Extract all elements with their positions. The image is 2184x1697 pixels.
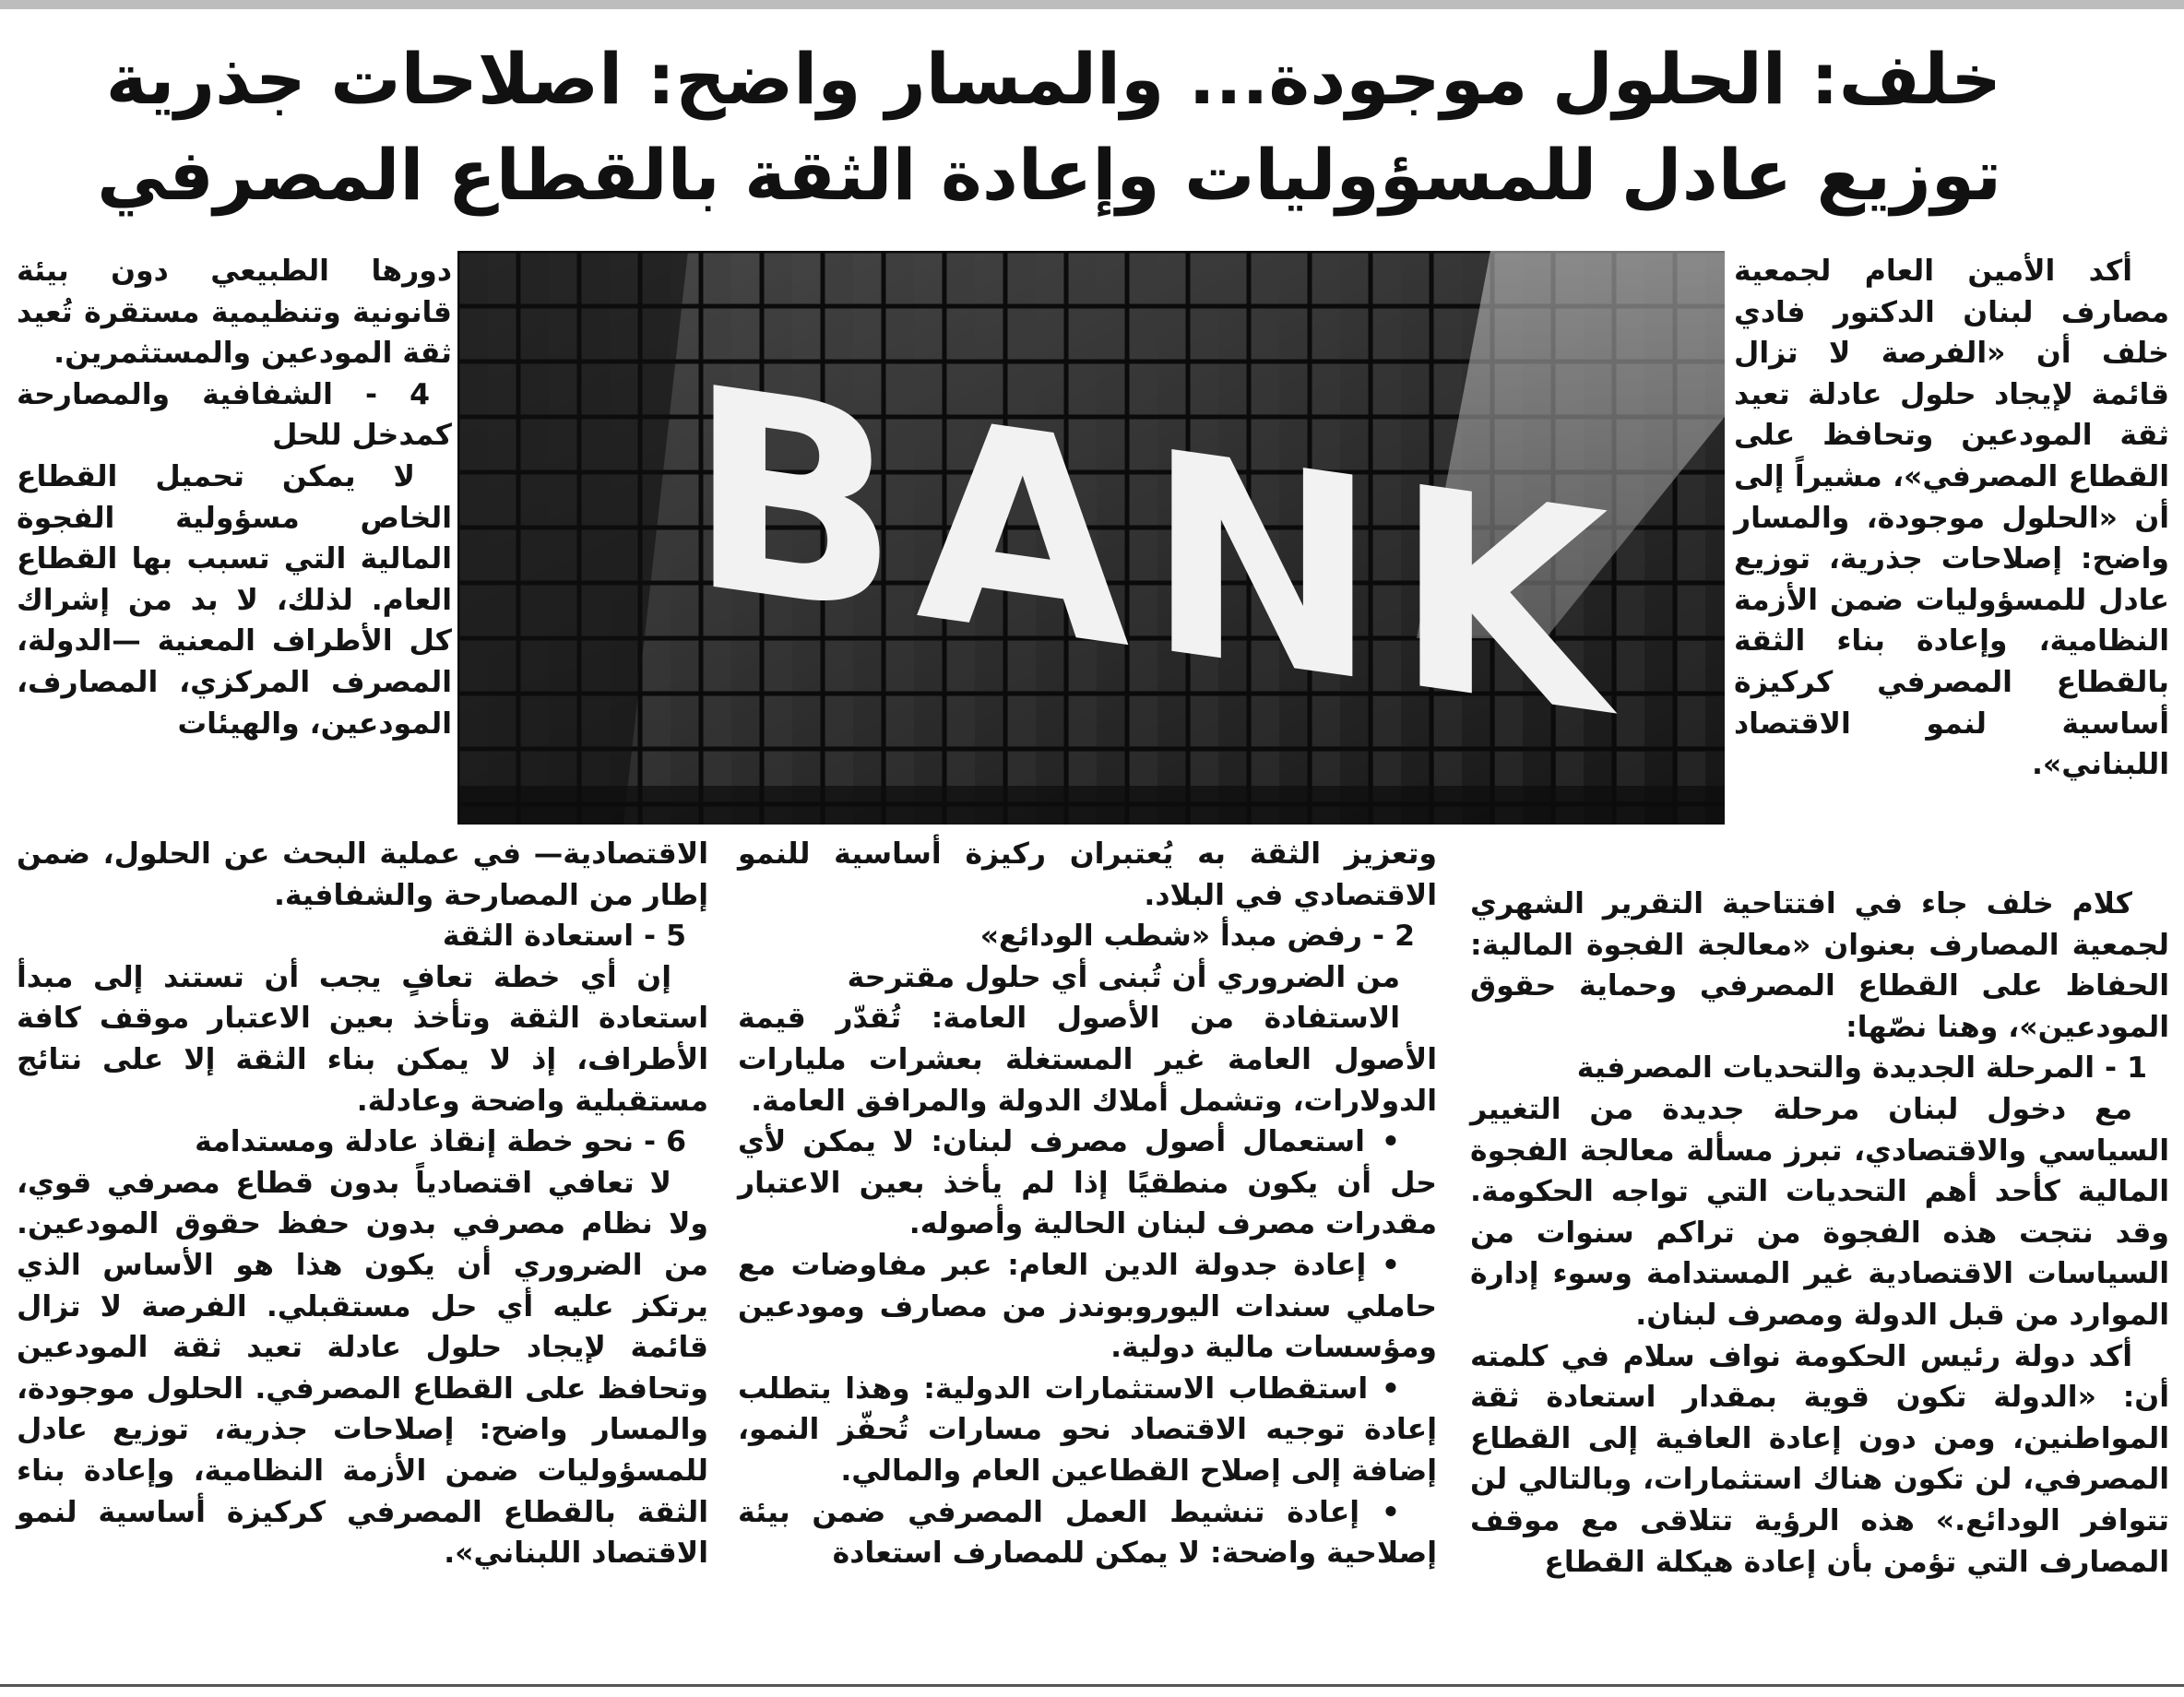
bullet-item: الاستفادة من الأصول العامة: تُقدّر قيمة الأصول العامة غير المستغلة بعشرات مليارات الدولارات، وتشمل أملاك الدولة والمرافق العامة. (738, 1002, 1437, 1118)
section-heading-1: 1 - المرحلة الجديدة والتحديات المصرفية (1576, 1051, 2147, 1086)
paragraph: مع دخول لبنان مرحلة جديدة من التغيير السياسي والاقتصادي، تبرز مسألة معالجة الفجوة المالية كأحد أهم التحديات التي تواجه الحكومة. وقد نتجت هذه الفجوة من تراكم سنوات من السياسات الاقتصادية غير المستدامة وسوء إدارة الموارد من قبل الدولة ومصرف لبنان. (1470, 1092, 2169, 1332)
headline-line-1: خلف: الحلول موجودة... والمسار واضح: اصلاحات جذرية (105, 38, 2001, 120)
bullet-item: • إعادة جدولة الدين العام: عبر مفاوضات مع حاملي سندات اليوروبوندز من مصارف ومودعين ومؤسسات مالية دولية. (738, 1248, 1437, 1365)
bank-sign-text: BANK (688, 326, 1626, 781)
article-column-middle (738, 834, 1437, 1574)
paragraph: من الضروري أن تُبنى أي حلول مقترحة (847, 960, 1400, 994)
bank-building-photo (457, 251, 1725, 825)
bank-photo-illustration (457, 251, 1725, 825)
article-column-left-lower (17, 834, 708, 1574)
paragraph: لا يمكن تحميل القطاع الخاص مسؤولية الفجوة المالية التي تسبب بها القطاع العام. لذلك، لا بد من إشراك كل الأطراف المعنية —الدولة، المصرف المركزي، المصارف، المودعين، والهيئات (17, 459, 452, 741)
section-heading-4: 4 - الشفافية والمصارحة كمدخل للحل (17, 377, 452, 453)
headline (97, 31, 2001, 223)
paragraph: إن أي خطة تعافٍ يجب أن تستند إلى مبدأ استعادة الثقة وتأخذ بعين الاعتبار موقف كافة الأطراف، إذ لا يمكن بناء الثقة إلا على نتائج مستقبلية واضحة وعادلة. (17, 960, 708, 1118)
article-column-left-top (17, 251, 452, 744)
bottom-rule (0, 1684, 2184, 1687)
bullet-item: • استقطاب الاستثمارات الدولية: وهذا يتطلب إعادة توجيه الاقتصاد نحو مسارات تُحفّز النمو، إضافة إلى إصلاح القطاعين العام والمالي. (738, 1371, 1437, 1488)
headline-line-2: توزيع عادل للمسؤوليات وإعادة الثقة بالقطاع المصرفي (97, 134, 2001, 216)
bullet-item: • استعمال أصول مصرف لبنان: لا يمكن لأي حل أن يكون منطقيًا إذا لم يأخذ بعين الاعتبار مقدرات مصرف لبنان الحالية وأصوله. (738, 1125, 1437, 1241)
top-rule (0, 0, 2184, 9)
paragraph: كلام خلف جاء في افتتاحية التقرير الشهري لجمعية المصارف بعنوان «معالجة الفجوة المالية: الحفاظ على القطاع المصرفي وحماية حقوق المودعين»، وهنا نصّها: (1470, 887, 2169, 1044)
paragraph: لا تعافي اقتصادياً بدون قطاع مصرفي قوي، ولا نظام مصرفي بدون حفظ حقوق المودعين. من الضروري أن يكون هذا هو الأساس الذي يرتكز عليه أي حل مستقبلي. الفرصة لا تزال قائمة لإيجاد حلول عادلة تعيد ثقة المودعين وتحافظ على القطاع المصرفي. الحلول موجودة، والمسار واضح: إصلاحات جذرية، توزيع عادل للمسؤوليات ضمن الأزمة النظامية، وإعادة بناء الثقة بالقطاع المصرفي كركيزة أساسية لنمو الاقتصاد اللبناني». (17, 1166, 708, 1571)
paragraph: وتعزيز الثقة به يُعتبران ركيزة أساسية للنمو الاقتصادي في البلاد. (738, 837, 1437, 912)
section-heading-6: 6 - نحو خطة إنقاذ عادلة ومستدامة (195, 1125, 686, 1159)
section-heading-5: 5 - استعادة الثقة (442, 920, 686, 954)
section-heading-2: 2 - رفض مبدأ «شطب الودائع» (979, 920, 1415, 954)
paragraph: دورها الطبيعي دون بيئة قانونية وتنظيمية مستقرة تُعيد ثقة المودعين والمستثمرين. (17, 255, 452, 371)
paragraph: الاقتصادية— في عملية البحث عن الحلول، ضمن إطار من المصارحة والشفافية. (17, 837, 708, 912)
article-column-right-lower (1470, 884, 2169, 1583)
bullet-item: • إعادة تنشيط العمل المصرفي ضمن بيئة إصلاحية واضحة: لا يمكن للمصارف استعادة (738, 1495, 1437, 1571)
article-column-right (1734, 251, 2169, 786)
paragraph: أكد دولة رئيس الحكومة نواف سلام في كلمته أن: «الدولة تكون قوية بمقدار استعادة ثقة المواطنين، ومن دون إعادة العافية إلى القطاع المصرفي، لن تكون هناك استثمارات، وبالتالي لن تتوافر الودائع.» هذه الرؤية تتلاقى مع موقف المصارف التي تؤمن بأن إعادة هيكلة القطاع (1470, 1339, 2169, 1579)
lead-paragraph: أكد الأمين العام لجمعية مصارف لبنان الدكتور فادي خلف أن «الفرصة لا تزال قائمة لإيجاد حلول عادلة تعيد ثقة المودعين وتحافظ على القطاع المصرفي»، مشيراً إلى أن «الحلول موجودة، والمسار واضح: إصلاحات جذرية، توزيع عادل للمسؤوليات ضمن الأزمة النظامية، وإعادة بناء الثقة بالقطاع المصرفي كركيزة أساسية لنمو الاقتصاد اللبناني». (1734, 255, 2169, 782)
